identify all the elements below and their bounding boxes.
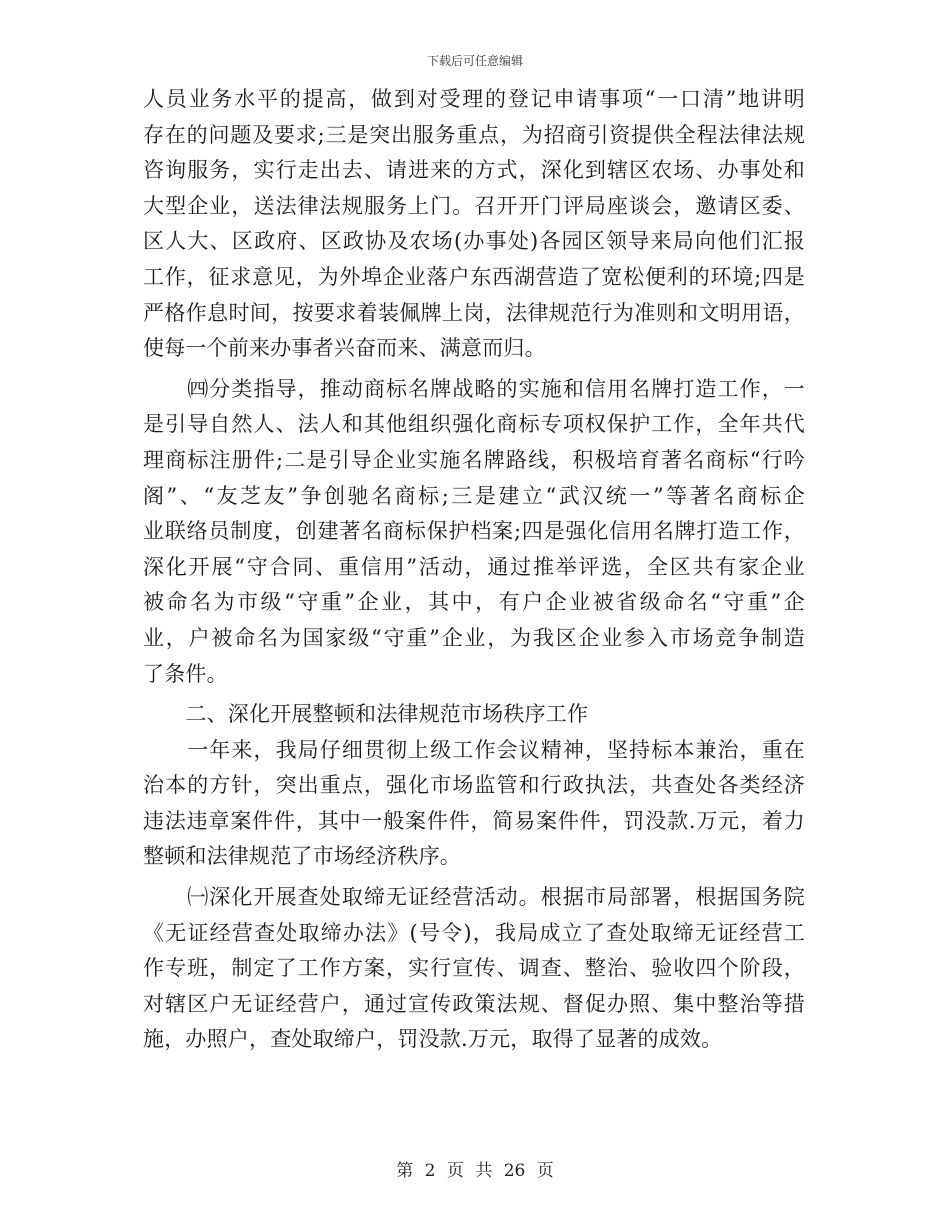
page-footer <box>0 1156 950 1181</box>
text-line: 治本的方针，突出重点，强化市场监管和行政执法，共查处各类经济 <box>143 773 805 798</box>
text-line: 工作，征求意见，为外埠企业落户东西湖营造了宽松便利的环境;四是 <box>143 264 805 289</box>
text-line: 业联络员制度，创建著名商标保护档案;四是强化信用名牌打造工作， <box>143 519 805 544</box>
text-line: 整顿和法律规范了市场经济秩序。 <box>143 844 461 869</box>
heading-line: 二、深化开展整顿和法律规范市场秩序工作 <box>143 702 589 727</box>
text-line: 对辖区户无证经营户，通过宣传政策法规、督促办照、集中整治等措 <box>143 991 805 1016</box>
text-line: 理商标注册件;二是引导企业实施名牌路线，积极培育著名商标“行吟 <box>143 447 805 472</box>
text-line: 业，户被命名为国家级“守重”企业，为我区企业参入市场竞争制造 <box>143 625 805 650</box>
text-line: 严格作息时间，按要求着装佩牌上岗，法律规范行为准则和文明用语， <box>143 300 805 325</box>
header-text: 下载后可任意编辑 <box>426 54 523 68</box>
text-line: 施，办照户，查处取缔户，罚没款.万元，取得了显著的成效。 <box>143 1027 723 1052</box>
paragraph <box>143 82 805 367</box>
text-line: 《无证经营查处取缔办法》(号令)，我局成立了查处取缔无证经营工 <box>143 920 805 945</box>
text-line: 一年来，我局仔细贯彻上级工作会议精神，坚持标本兼治，重在 <box>143 737 805 762</box>
paragraph <box>143 733 805 875</box>
text-line: ㈠深化开展查处取缔无证经营活动。根据市局部署，根据国务院 <box>143 885 805 910</box>
text-line: 违法违章案件件，其中一般案件件，简易案件件，罚没款.万元，着力 <box>143 808 805 833</box>
text-line: 作专班，制定了工作方案，实行宣传、调查、整治、验收四个阶段， <box>143 956 805 981</box>
text-line: 了条件。 <box>143 661 228 686</box>
page-number: 第 2 页 共 26 页 <box>396 1161 554 1181</box>
text-line: 被命名为市级“守重”企业，其中，有户企业被省级命名“守重”企 <box>143 590 805 615</box>
text-line: 人员业务水平的提高，做到对受理的登记申请事项“一口清”地讲明 <box>143 87 805 111</box>
document-body <box>143 82 805 1058</box>
text-line: 是引导自然人、法人和其他组织强化商标专项权保护工作，全年共代 <box>143 412 805 437</box>
text-line: 深化开展“守合同、重信用”活动，通过推举评选，全区共有家企业 <box>143 554 805 579</box>
text-line: 区人大、区政府、区政协及农场(办事处)各园区领导来局向他们汇报 <box>143 229 805 254</box>
page-header <box>0 52 950 69</box>
text-line: 阁”、“友芝友”争创驰名商标;三是建立“武汉统一”等著名商标企 <box>143 483 805 508</box>
paragraph <box>143 372 805 692</box>
text-line: 存在的问题及要求;三是突出服务重点，为招商引资提供全程法律法规 <box>143 122 805 147</box>
text-line: 使每一个前来办事者兴奋而来、满意而归。 <box>143 336 546 361</box>
text-line: 大型企业，送法律法规服务上门。召开开门评局座谈会，邀请区委、 <box>143 193 805 218</box>
text-line: 咨询服务，实行走出去、请进来的方式，深化到辖区农场、办事处和 <box>143 158 805 183</box>
paragraph <box>143 880 805 1058</box>
text-line: ㈣分类指导，推动商标名牌战略的实施和信用名牌打造工作，一 <box>143 376 805 401</box>
section-heading <box>143 697 805 733</box>
